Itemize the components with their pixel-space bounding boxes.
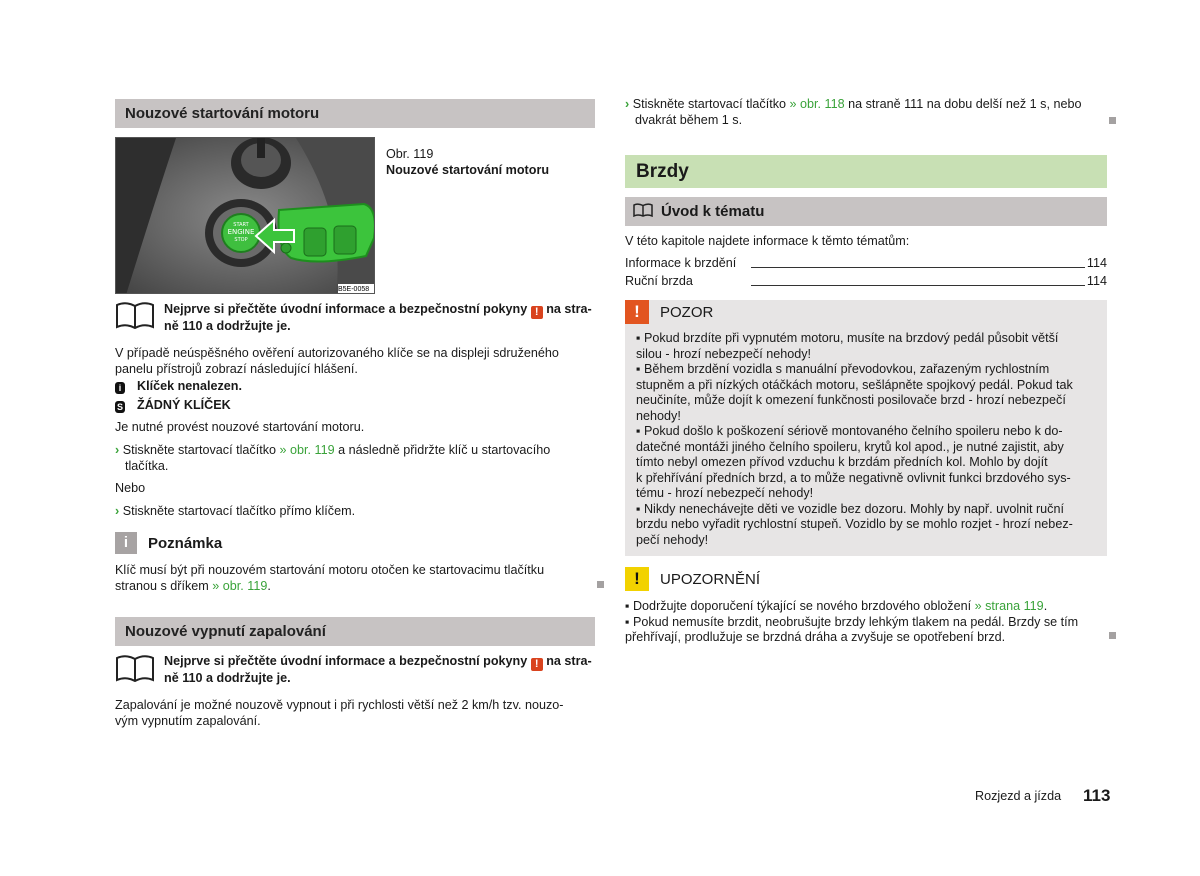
- intro-title: Úvod k tématu: [661, 203, 765, 220]
- book-icon: [633, 203, 653, 217]
- text-line: vým vypnutím zapalování.: [115, 713, 261, 728]
- caution-line: ▪ Pokud nemusíte brzdit, neobrušujte brzdy lehkým tlakem na pedál. Brzdy se tím: [625, 614, 1079, 629]
- figure-caption: Nouzové startování motoru: [386, 163, 550, 177]
- intro-header: [625, 197, 1107, 226]
- paragraph-ignition-off: [115, 698, 595, 729]
- warning-line: ▪ Pokud došlo k poškození sériově montovaného čelního spoileru nebo k do-: [636, 424, 1063, 438]
- warning-line: tímto nebyl omezen přívod vzduchu k brzdám předních kol. Mohlo by dojít: [636, 455, 1048, 469]
- paragraph-authorization: [115, 346, 595, 377]
- warning-line: pečí nehody!: [636, 532, 709, 547]
- warning-line: neučiníte, může dojít k omezení funkčnosti posilovače brzd - hrozí nebezpečí: [636, 393, 1066, 407]
- intro-text: V této kapitole najdete informace k těmto tématům:: [625, 234, 910, 248]
- display-message-2: [115, 398, 595, 414]
- caution-line: přehřívají, prodlužuje se brzdná dráha a zvyšuje se opotřebení brzd.: [625, 630, 1006, 644]
- warning-line: ▪ Nikdy nenechávejte děti ve vozidle bez dozoru. Mohly by např. uvolnit ruční: [636, 501, 1064, 516]
- warning-line: ▪ Pokud brzdíte při vypnutém motoru, musíte na brzdový pedál působit větší: [636, 331, 1059, 345]
- info-display-icon: i: [115, 382, 125, 394]
- warning-icon: !: [531, 658, 543, 671]
- warning-line: silou - hrozí nebezpečí nehody!: [636, 346, 812, 361]
- step-text-line2: tlačítka.: [125, 458, 169, 473]
- step-text-line2: dvakrát během 1 s.: [635, 112, 743, 127]
- warning-icon: !: [531, 306, 543, 319]
- top-step: [625, 97, 1107, 128]
- caution-text: [625, 599, 1107, 646]
- section-end-mark: [1109, 117, 1116, 124]
- warning-line: k přehřívání předních brzd, a to může negativně ovlivnit funkci brzdového sys-: [636, 470, 1071, 485]
- figure-link[interactable]: » obr. 119: [212, 578, 268, 593]
- note-title: Poznámka: [148, 535, 223, 552]
- warning-line: stupněm a při nízkých otáčkách motoru, sešlápněte spojkový pedál. Pokud tak: [636, 377, 1073, 392]
- page-number: 113: [1083, 786, 1111, 805]
- figure-link[interactable]: » obr. 118: [789, 97, 845, 111]
- step-arrow-icon: ›: [625, 97, 630, 111]
- toc-row[interactable]: [625, 256, 1107, 272]
- read-first-notice-2: [164, 654, 595, 687]
- toc-page: 114: [1086, 256, 1107, 270]
- display-message-1: [115, 379, 595, 395]
- text-line: V případě neúspěšného ověření autorizovaného klíče se na displeji sdruženého: [115, 346, 559, 360]
- read-first-text-cont: na stra-: [546, 302, 592, 316]
- toc-leader: [751, 267, 1085, 268]
- figure-link[interactable]: » obr. 119: [279, 443, 335, 457]
- warning-icon: !: [625, 300, 649, 324]
- warning-line: datečné montáži jiného čelního spoileru, krytů kol apod., je nutné zajistit, aby: [636, 439, 1064, 454]
- caution-title: UPOZORNĚNÍ: [660, 571, 761, 588]
- caution-line: [625, 599, 1107, 615]
- read-first-text-cont: na stra-: [546, 654, 592, 668]
- start-button-illustration: [116, 138, 375, 294]
- figure-119-image: [115, 137, 375, 294]
- read-first-text: Nejprve si přečtěte úvodní informace a bezpečnostní pokyny: [164, 654, 528, 668]
- chapter-title: Brzdy: [625, 155, 1107, 188]
- section-end-mark: [597, 581, 604, 588]
- svg-text:STOP: STOP: [234, 237, 248, 243]
- message-text: ŽÁDNÝ KLÍČEK: [137, 398, 231, 412]
- toc-label: Informace k brzdění: [625, 256, 737, 270]
- caution-icon: !: [625, 567, 649, 591]
- toc-page: 114: [1086, 274, 1107, 288]
- figure-code: B5E-0058: [338, 286, 370, 293]
- caution-text-end: .: [1043, 599, 1048, 613]
- paragraph-must-start: Je nutné provést nouzové startování motoru.: [115, 420, 365, 434]
- key-display-icon: S: [116, 402, 123, 412]
- caution-text-part: ▪ Dodržujte doporučení týkající se nového brzdového obložení: [625, 599, 975, 613]
- book-icon: [115, 301, 155, 329]
- svg-text:ENGINE: ENGINE: [227, 228, 255, 236]
- footer-section-name: Rozjezd a jízda: [975, 789, 1062, 803]
- info-note-icon: i: [115, 532, 137, 554]
- warning-box: [625, 300, 1107, 556]
- warning-line: brzdu nebo vyřadit rychlostní stupeň. Vozidlo by se mohlo rozjet - hrozí nebez-: [636, 517, 1073, 531]
- step-text: Stiskněte startovací tlačítko: [122, 443, 280, 457]
- svg-text:START: START: [233, 222, 249, 228]
- book-icon: [115, 654, 155, 682]
- warning-line: ▪ Během brzdění vozidla s manuální převodovkou, zařazeným rychlostním: [636, 362, 1050, 376]
- text-line-end: .: [267, 578, 271, 593]
- step-text-cont: na straně 111 na dobu delší než 1 s, nebo: [844, 97, 1082, 111]
- step-arrow-icon: ›: [115, 504, 120, 518]
- warning-title: POZOR: [660, 304, 714, 321]
- read-first-text-line2: ně 110 a dodržujte je.: [164, 319, 291, 333]
- text-line: Klíč musí být při nouzovém startování motoru otočen ke startovacimu tlačítku: [115, 563, 545, 577]
- note-text: [115, 563, 595, 594]
- step-1: [115, 443, 595, 474]
- toc-leader: [751, 285, 1085, 286]
- step-text: Stiskněte startovací tlačítko: [632, 97, 790, 111]
- message-text: Klíček nenalezen.: [137, 379, 242, 393]
- section-title-emergency-ignition-off: Nouzové vypnutí zapalování: [115, 617, 595, 646]
- step-text: Stiskněte startovací tlačítko přímo klíčem.: [122, 504, 356, 518]
- step-text-cont: a následně přidržte klíč u startovacího: [334, 443, 551, 457]
- text-line: stranou s dříkem: [115, 578, 213, 593]
- step-arrow-icon: ›: [115, 443, 120, 457]
- figure-label: Obr. 119: [386, 147, 434, 161]
- warning-line: nehody!: [636, 408, 681, 423]
- toc-row[interactable]: [625, 274, 1107, 290]
- read-first-text: Nejprve si přečtěte úvodní informace a bezpečnostní pokyny: [164, 302, 528, 316]
- read-first-text-line2: ně 110 a dodržujte je.: [164, 671, 291, 685]
- section-end-mark: [1109, 632, 1116, 639]
- warning-line: tému - hrozí nebezpečí nehody!: [636, 486, 814, 500]
- or-text: Nebo: [115, 481, 146, 495]
- text-line: panelu přístrojů zobrazí následující hlášení.: [115, 361, 358, 376]
- toc-label: Ruční brzda: [625, 274, 693, 288]
- text-line: Zapalování je možné nouzově vypnout i při rychlosti větší než 2 km/h tzv. nouzo-: [115, 698, 564, 712]
- read-first-notice-1: [164, 302, 595, 335]
- step-2: [115, 504, 595, 520]
- section-title-emergency-start: Nouzové startování motoru: [115, 99, 595, 128]
- page-link[interactable]: » strana 119: [974, 599, 1044, 613]
- warning-text: [636, 331, 1102, 548]
